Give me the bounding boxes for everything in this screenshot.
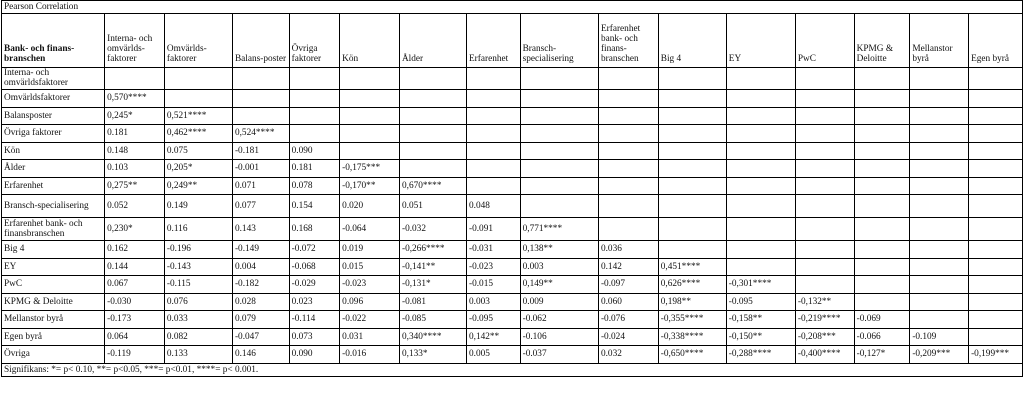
row-label: Mellanstor byrå [2, 311, 105, 329]
title-row [2, 1, 1023, 14]
table-cell: -0.022 [340, 311, 400, 329]
table-row [2, 218, 1023, 241]
table-cell: 0,521**** [164, 107, 232, 125]
table-cell [340, 142, 400, 160]
table-cell: -0,400**** [795, 346, 854, 364]
table-cell [910, 107, 969, 125]
table-cell: 0.019 [340, 241, 400, 259]
table-cell: -0.115 [164, 276, 232, 294]
table-cell [520, 90, 598, 108]
table-cell [399, 68, 466, 90]
table-cell: -0.173 [105, 311, 165, 329]
table-cell: -0.066 [854, 328, 910, 346]
table-cell: -0,199*** [969, 346, 1023, 364]
table-cell [658, 107, 726, 125]
table-cell [854, 258, 910, 276]
table-cell [598, 125, 658, 143]
table-cell [910, 218, 969, 241]
table-cell: -0.149 [232, 241, 289, 259]
table-cell: 0.078 [289, 177, 340, 195]
table-cell [598, 90, 658, 108]
table-cell: 0.071 [232, 177, 289, 195]
table-cell: 0.162 [105, 241, 165, 259]
table-cell [910, 195, 969, 218]
table-cell: 0,771**** [520, 218, 598, 241]
table-cell: -0,131* [399, 276, 466, 294]
table-cell: 0.015 [340, 258, 400, 276]
table-cell [969, 177, 1023, 195]
table-cell [910, 142, 969, 160]
table-cell: 0.181 [289, 160, 340, 178]
table-row [2, 68, 1023, 90]
table-cell: 0.020 [340, 195, 400, 218]
table-cell: -0.095 [726, 293, 795, 311]
table-cell: -0,208*** [795, 328, 854, 346]
table-cell [466, 125, 520, 143]
table-cell: 0,451**** [658, 258, 726, 276]
row-label: KPMG & Deloitte [2, 293, 105, 311]
table-cell: -0.095 [466, 311, 520, 329]
table-cell: -0,650**** [658, 346, 726, 364]
table-cell: 0.149 [164, 195, 232, 218]
table-cell: 0,249** [164, 177, 232, 195]
table-cell: 0,138** [520, 241, 598, 259]
table-cell: -0.106 [520, 328, 598, 346]
table-cell: 0.052 [105, 195, 165, 218]
row-label: Ålder [2, 160, 105, 178]
table-cell [795, 177, 854, 195]
table-cell [466, 107, 520, 125]
table-cell [598, 68, 658, 90]
table-cell [795, 160, 854, 178]
table-cell: 0.036 [598, 241, 658, 259]
table-cell [289, 125, 340, 143]
column-header: Övriga faktorer [289, 14, 340, 68]
table-cell [795, 125, 854, 143]
table-cell: -0,266**** [399, 241, 466, 259]
table-cell [658, 142, 726, 160]
table-cell [910, 90, 969, 108]
table-cell: -0.109 [910, 328, 969, 346]
row-label: Bransch-specialisering [2, 195, 105, 218]
correlation-table [1, 0, 1023, 377]
table-cell [854, 195, 910, 218]
table-cell: -0,338**** [658, 328, 726, 346]
table-cell: -0.097 [598, 276, 658, 294]
table-cell [520, 68, 598, 90]
table-cell: 0.090 [289, 346, 340, 364]
table-row [2, 195, 1023, 218]
table-cell: 0,198** [658, 293, 726, 311]
table-row [2, 276, 1023, 294]
table-cell: -0,355**** [658, 311, 726, 329]
table-cell [910, 68, 969, 90]
table-cell: 0,142** [466, 328, 520, 346]
table-cell [854, 68, 910, 90]
table-cell: -0.072 [289, 241, 340, 259]
table-cell [969, 293, 1023, 311]
table-cell [289, 68, 340, 90]
table-row [2, 177, 1023, 195]
table-cell [795, 258, 854, 276]
table-cell [726, 90, 795, 108]
table-cell: -0.001 [232, 160, 289, 178]
table-cell: 0,626**** [658, 276, 726, 294]
table-cell: 0.090 [289, 142, 340, 160]
table-cell [340, 125, 400, 143]
column-header: EY [726, 14, 795, 68]
column-header: Omvärlds-faktorer [164, 14, 232, 68]
table-cell [232, 107, 289, 125]
table-cell: 0.028 [232, 293, 289, 311]
table-row [2, 160, 1023, 178]
table-cell [795, 142, 854, 160]
table-cell [520, 195, 598, 218]
table-cell [969, 311, 1023, 329]
table-cell [969, 68, 1023, 90]
table-cell [466, 90, 520, 108]
column-header: Mellanstor byrå [910, 14, 969, 68]
table-cell [658, 68, 726, 90]
table-cell [164, 90, 232, 108]
table-cell: 0,570**** [105, 90, 165, 108]
table-cell: -0.182 [232, 276, 289, 294]
table-cell [726, 195, 795, 218]
table-cell [795, 241, 854, 259]
table-cell [910, 125, 969, 143]
column-header: PwC [795, 14, 854, 68]
table-cell [399, 142, 466, 160]
table-cell: 0.073 [289, 328, 340, 346]
table-cell [726, 68, 795, 90]
table-body [2, 1, 1023, 377]
table-cell [520, 160, 598, 178]
table-cell [466, 68, 520, 90]
table-cell [598, 107, 658, 125]
table-cell: -0.114 [289, 311, 340, 329]
table-cell: -0.047 [232, 328, 289, 346]
table-cell [466, 177, 520, 195]
table-cell [969, 328, 1023, 346]
table-cell: 0.142 [598, 258, 658, 276]
table-cell [854, 90, 910, 108]
table-cell: 0.143 [232, 218, 289, 241]
table-cell: -0.196 [164, 241, 232, 259]
table-cell [910, 311, 969, 329]
table-cell: -0.032 [399, 218, 466, 241]
table-cell [232, 90, 289, 108]
table-cell [399, 125, 466, 143]
table-row [2, 241, 1023, 259]
table-cell: 0.023 [289, 293, 340, 311]
column-header: Bransch-specialisering [520, 14, 598, 68]
table-cell: 0.032 [598, 346, 658, 364]
column-header: Balans-poster [232, 14, 289, 68]
column-header: Erfarenhet [466, 14, 520, 68]
table-cell: -0.062 [520, 311, 598, 329]
table-cell [598, 160, 658, 178]
table-cell: 0,275** [105, 177, 165, 195]
table-cell: -0.081 [399, 293, 466, 311]
table-cell: 0,245* [105, 107, 165, 125]
row-label: Big 4 [2, 241, 105, 259]
table-cell [598, 142, 658, 160]
table-cell [658, 90, 726, 108]
table-cell: 0,230* [105, 218, 165, 241]
row-label: Erfarenhet [2, 177, 105, 195]
table-cell [854, 218, 910, 241]
table-cell [658, 160, 726, 178]
table-cell: 0.009 [520, 293, 598, 311]
column-header: Egen byrå [969, 14, 1023, 68]
table-cell [969, 218, 1023, 241]
table-cell: 0,133* [399, 346, 466, 364]
table-cell: -0,209*** [910, 346, 969, 364]
table-cell [795, 68, 854, 90]
table-cell [969, 90, 1023, 108]
table-cell [854, 276, 910, 294]
table-cell [910, 241, 969, 259]
table-cell [726, 160, 795, 178]
table-cell [726, 241, 795, 259]
table-cell [910, 177, 969, 195]
table-row [2, 311, 1023, 329]
table-cell: -0.015 [466, 276, 520, 294]
table-row [2, 90, 1023, 108]
table-cell: -0.181 [232, 142, 289, 160]
row-label: Egen byrå [2, 328, 105, 346]
table-cell: -0,288**** [726, 346, 795, 364]
table-cell [795, 218, 854, 241]
table-cell [726, 177, 795, 195]
table-cell: -0.037 [520, 346, 598, 364]
table-cell: -0,141** [399, 258, 466, 276]
table-cell [969, 142, 1023, 160]
table-cell: -0.023 [466, 258, 520, 276]
table-cell: 0.103 [105, 160, 165, 178]
column-header: Big 4 [658, 14, 726, 68]
table-cell [658, 241, 726, 259]
table-cell: -0,158** [726, 311, 795, 329]
table-cell [598, 218, 658, 241]
table-cell: 0,149** [520, 276, 598, 294]
row-label: Interna- och omvärldsfaktorer [2, 68, 105, 90]
table-cell [598, 195, 658, 218]
table-cell [795, 195, 854, 218]
table-cell: 0.077 [232, 195, 289, 218]
table-cell: -0.076 [598, 311, 658, 329]
row-label: Övriga [2, 346, 105, 364]
table-cell: 0.096 [340, 293, 400, 311]
table-row [2, 346, 1023, 364]
table-cell [854, 142, 910, 160]
column-header: Interna- och omvärlds-faktorer [105, 14, 165, 68]
row-label: Erfarenhet bank- och finansbranschen [2, 218, 105, 241]
table-cell: 0.075 [164, 142, 232, 160]
table-cell [726, 218, 795, 241]
table-cell [520, 107, 598, 125]
table-cell [598, 177, 658, 195]
table-cell [969, 125, 1023, 143]
table-cell: -0.016 [340, 346, 400, 364]
table-row [2, 107, 1023, 125]
table-cell: 0.168 [289, 218, 340, 241]
table-cell [399, 90, 466, 108]
table-cell: 0,462**** [164, 125, 232, 143]
table-cell [854, 160, 910, 178]
table-cell [399, 160, 466, 178]
table-cell: -0,127* [854, 346, 910, 364]
row-label: Kön [2, 142, 105, 160]
table-cell [726, 258, 795, 276]
table-cell: 0,524**** [232, 125, 289, 143]
table-cell [658, 177, 726, 195]
table-cell: 0.064 [105, 328, 165, 346]
table-cell [105, 68, 165, 90]
table-cell: 0,340**** [399, 328, 466, 346]
table-cell [289, 107, 340, 125]
table-cell: 0.051 [399, 195, 466, 218]
table-cell [726, 125, 795, 143]
table-cell: 0.082 [164, 328, 232, 346]
table-cell: -0,170** [340, 177, 400, 195]
column-header: Erfarenhet bank- och finans-branschen [598, 14, 658, 68]
table-cell: 0.154 [289, 195, 340, 218]
table-cell [289, 90, 340, 108]
table-cell [969, 241, 1023, 259]
row-label: PwC [2, 276, 105, 294]
table-row [2, 125, 1023, 143]
header-row [2, 14, 1023, 68]
table-cell: -0.029 [289, 276, 340, 294]
table-cell: -0.119 [105, 346, 165, 364]
table-cell [340, 107, 400, 125]
table-cell [910, 258, 969, 276]
table-cell [854, 293, 910, 311]
table-cell: 0.048 [466, 195, 520, 218]
table-cell [910, 276, 969, 294]
table-cell [969, 107, 1023, 125]
table-cell [658, 125, 726, 143]
table-cell [726, 142, 795, 160]
table-cell [399, 107, 466, 125]
table-cell: 0.144 [105, 258, 165, 276]
table-cell: -0.068 [289, 258, 340, 276]
table-cell: 0.076 [164, 293, 232, 311]
table-cell: -0.064 [340, 218, 400, 241]
table-cell [658, 218, 726, 241]
table-cell: -0.143 [164, 258, 232, 276]
table-cell: 0.003 [466, 293, 520, 311]
table-row [2, 293, 1023, 311]
table-cell: -0.030 [105, 293, 165, 311]
table-cell: 0.067 [105, 276, 165, 294]
table-cell [726, 107, 795, 125]
row-label: Balansposter [2, 107, 105, 125]
row-label: EY [2, 258, 105, 276]
table-cell: 0.079 [232, 311, 289, 329]
row-label: Omvärldsfaktorer [2, 90, 105, 108]
table-cell [795, 107, 854, 125]
table-cell [658, 195, 726, 218]
table-cell [854, 241, 910, 259]
table-cell [854, 125, 910, 143]
table-cell [854, 177, 910, 195]
row-label: Övriga faktorer [2, 125, 105, 143]
table-cell: -0.091 [466, 218, 520, 241]
significance-footnote: Signifikans: *= p< 0.10, **= p<0.05, ***= p<0.01, ****= p< 0.001. [2, 363, 1023, 376]
table-cell [340, 68, 400, 90]
table-cell: 0.146 [232, 346, 289, 364]
table-cell [795, 90, 854, 108]
table-cell [466, 160, 520, 178]
table-cell [520, 177, 598, 195]
table-cell: -0,301**** [726, 276, 795, 294]
table-title: Pearson Correlation [2, 1, 1023, 14]
table-cell [969, 160, 1023, 178]
table-cell: -0,132** [795, 293, 854, 311]
corner-label: Bank- och finans-branschen [2, 14, 105, 68]
table-cell [232, 68, 289, 90]
table-row [2, 258, 1023, 276]
table-cell [466, 142, 520, 160]
table-cell [520, 125, 598, 143]
table-cell: 0.031 [340, 328, 400, 346]
table-cell: -0.069 [854, 311, 910, 329]
table-cell: 0.003 [520, 258, 598, 276]
table-cell: 0.004 [232, 258, 289, 276]
table-cell: 0.181 [105, 125, 165, 143]
table-cell: -0.024 [598, 328, 658, 346]
table-cell [854, 107, 910, 125]
column-header: KPMG & Deloitte [854, 14, 910, 68]
table-cell: 0.033 [164, 311, 232, 329]
table-cell: 0.060 [598, 293, 658, 311]
table-row [2, 142, 1023, 160]
table-row [2, 328, 1023, 346]
table-cell: 0.133 [164, 346, 232, 364]
table-cell: -0.023 [340, 276, 400, 294]
table-cell: 0,205* [164, 160, 232, 178]
column-header: Kön [340, 14, 400, 68]
table-cell: -0,175*** [340, 160, 400, 178]
table-cell [795, 276, 854, 294]
table-cell [520, 142, 598, 160]
table-cell: -0.085 [399, 311, 466, 329]
table-cell [969, 258, 1023, 276]
footnote-row [2, 363, 1023, 376]
table-cell [910, 160, 969, 178]
table-cell: -0,150** [726, 328, 795, 346]
correlation-table-container [1, 0, 1023, 377]
table-cell [164, 68, 232, 90]
table-cell: 0.116 [164, 218, 232, 241]
table-cell: -0.031 [466, 241, 520, 259]
table-cell [910, 293, 969, 311]
table-cell [340, 90, 400, 108]
table-cell: 0.148 [105, 142, 165, 160]
table-cell: 0,670**** [399, 177, 466, 195]
table-cell [969, 195, 1023, 218]
table-cell: 0.005 [466, 346, 520, 364]
table-cell: -0,219**** [795, 311, 854, 329]
table-cell [969, 276, 1023, 294]
column-header: Ålder [399, 14, 466, 68]
